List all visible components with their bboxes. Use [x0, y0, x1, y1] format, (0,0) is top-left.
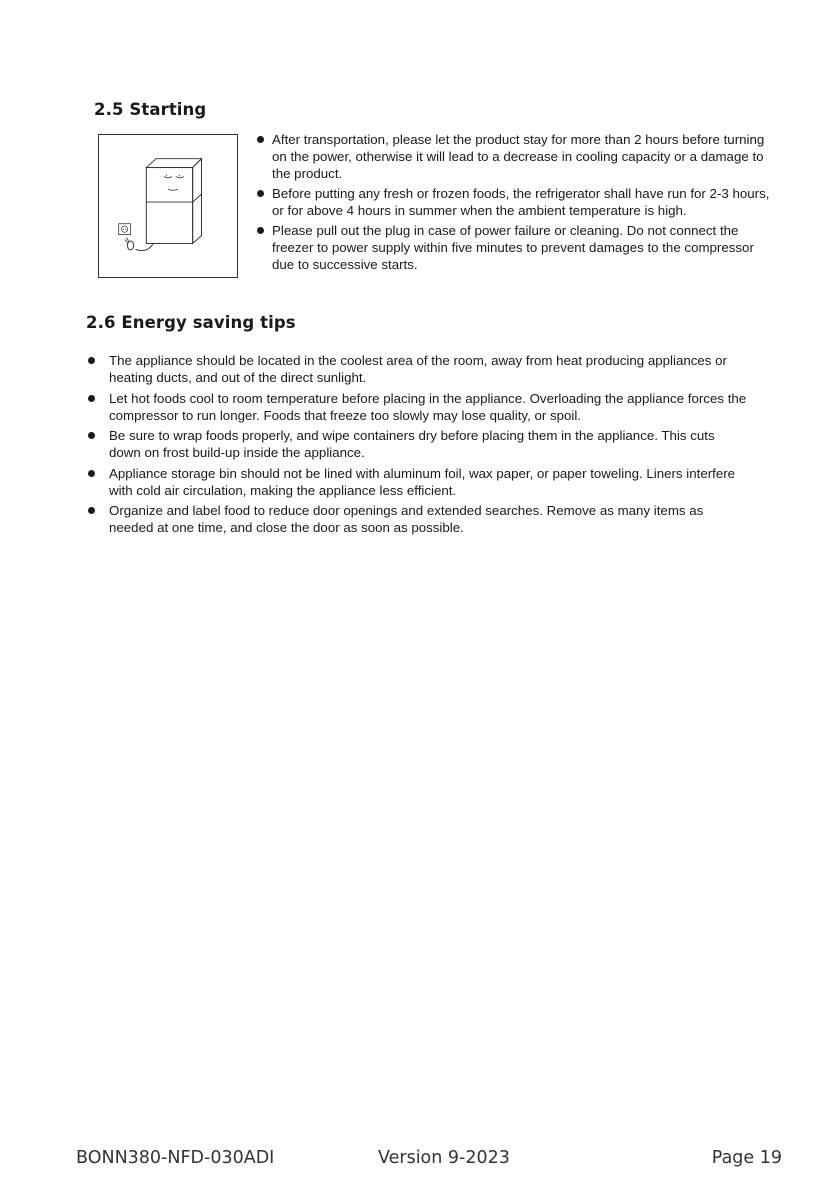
list-item: After transportation, please let the product stay for more than 2 hours before turning on the power, otherwise it will lead to a decrease in cooling capacity or a damage to the product. — [272, 131, 772, 182]
refrigerator-illustration — [98, 134, 238, 278]
list-item: Let hot foods cool to room temperature before placing in the appliance. Overloading the appliance forces the compressor to run longer. Foods that freeze too slowly may lose quality, or spoil. — [109, 390, 749, 424]
refrigerator-plug-icon — [99, 135, 237, 277]
starting-bullet-list — [272, 131, 772, 276]
footer-page-number: Page 19 — [711, 1148, 782, 1168]
section-heading-energy-saving: 2.6 Energy saving tips — [86, 313, 296, 332]
list-item: The appliance should be located in the coolest area of the room, away from heat producing appliances or heating ducts, and out of the direct sunlight. — [109, 352, 749, 386]
list-item: Please pull out the plug in case of power failure or cleaning. Do not connect the freezer to power supply within five minutes to prevent damages to the compressor due to successive starts. — [272, 222, 772, 273]
footer-version: Version 9-2023 — [378, 1148, 510, 1168]
list-item: Be sure to wrap foods properly, and wipe containers dry before placing them in the appliance. This cuts down on frost build-up inside the appliance. — [109, 427, 749, 461]
energy-saving-bullet-list — [109, 352, 749, 540]
list-item: Before putting any fresh or frozen foods, the refrigerator shall have run for 2-3 hours, or for above 4 hours in summer when the ambient temperature is high. — [272, 185, 772, 219]
section-heading-starting: 2.5 Starting — [94, 100, 207, 119]
footer-model-number: BONN380-NFD-030ADI — [76, 1148, 275, 1168]
list-item: Appliance storage bin should not be lined with aluminum foil, wax paper, or paper toweling. Liners interfere with cold air circulation, making the appliance less efficient. — [109, 465, 749, 499]
list-item: Organize and label food to reduce door openings and extended searches. Remove as many items as needed at one time, and close the door as soon as possible. — [109, 502, 749, 536]
